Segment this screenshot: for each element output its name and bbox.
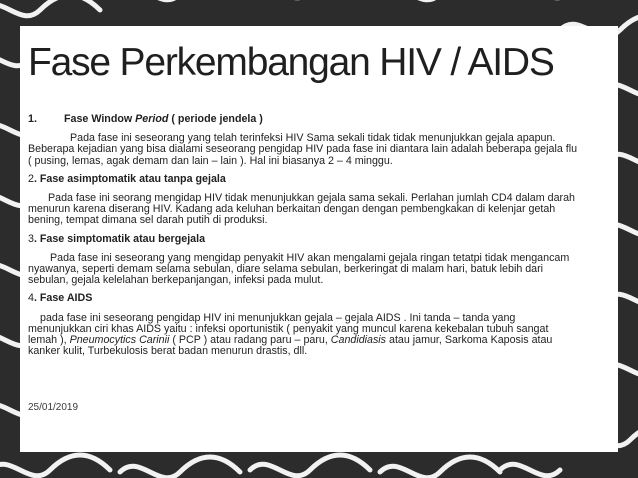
section-1-number: 1. bbox=[28, 113, 37, 125]
section-2-title: . Fase asimptomatik atau tanpa gejala bbox=[33, 172, 226, 185]
section-1-heading bbox=[28, 114, 580, 125]
slide-content bbox=[28, 114, 580, 364]
section-3-number: 3 bbox=[28, 232, 34, 245]
section-2-body: Pada fase ini seorang mengidap HIV tidak menunjukkan gejala sama sekali. Perlahan jumlah CD4 dalam darah menurun karena diserang HIV. Kadang ada keluhan berkaitan dengan dengan pembengkakan di kelenjar getah bening, tempat dimana sel darah putih di produksi. bbox=[28, 192, 575, 227]
section-4-body: pada fase ini seseorang pengidap HIV ini menunjukkan gejala – gejala AIDS . Ini tanda – tanda yang menunjukkan ciri khas AIDS yaitu : infeksi oportunistik ( penyakit yang muncul karena kekebalan tubuh sangat lemah ), Pneumocytics Carinii ( PCP ) atau radang paru – paru, Candidiasis atau jamur, Sarkoma Kaposis atau kanker kulit, Turbekulosis berat badan menurun drastis, dll. bbox=[28, 311, 553, 358]
slide-date: 25/01/2019 bbox=[28, 402, 79, 413]
section-1-body: Pada fase ini seseorang yang telah terinfeksi HIV Sama sekali tidak tidak menunjukkan gejala apapun. Beberapa kejadian yang bisa dialami seseorang pengidap HIV pada fase ini diantara lain adalah beberapa gejala flu ( pusing, lemas, agak demam dan lain – lain ). Hal ini biasanya 2 – 4 minggu. bbox=[28, 132, 578, 167]
section-4-heading bbox=[28, 293, 580, 304]
section-3-body: Pada fase ini seseorang yang mengidap penyakit HIV akan mengalami gejala ringan tetatpi tidak mengancam nyawanya, seperti demam selama sebulan, diare selama sebulan, berkeringat di malam hari, batuk lebih dari sebulan, gejala kelelahan berkepanjangan, infeksi pada mulut. bbox=[28, 251, 570, 287]
section-2-number: 2 bbox=[28, 172, 34, 185]
section-3-heading bbox=[28, 234, 580, 245]
section-4-number: 4 bbox=[28, 292, 34, 305]
slide-title: Fase Perkembangan HIV / AIDS bbox=[28, 41, 554, 84]
section-3-title: . Fase simptomatik atau bergejala bbox=[33, 232, 206, 245]
section-1-title: Fase Window Period ( periode jendela ) bbox=[64, 113, 263, 125]
section-2-heading bbox=[28, 174, 580, 185]
section-4-title: . Fase AIDS bbox=[33, 292, 93, 305]
